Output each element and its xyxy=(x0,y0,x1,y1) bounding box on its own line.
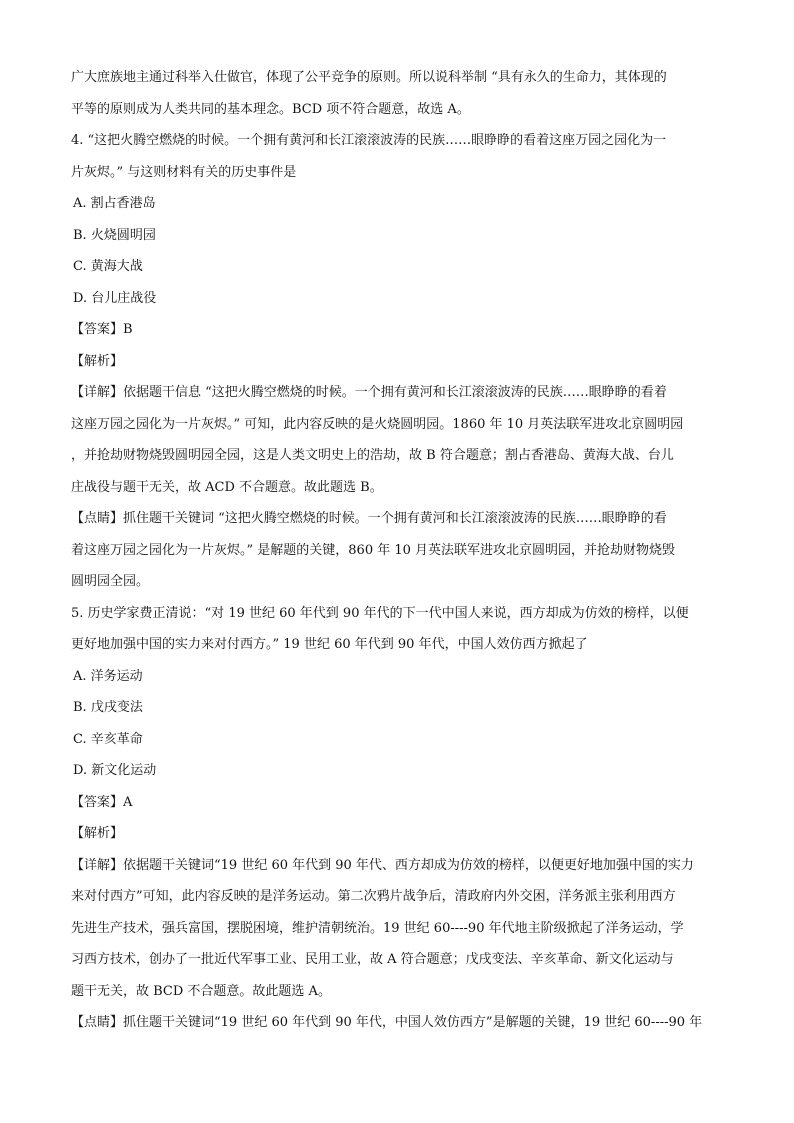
question-line: 更好地加强中国的实力来对付西方。” 19 世纪 60 年代到 90 年代，中国人效仿西方掀起了 xyxy=(71,637,588,652)
option-line: B. 戊戌变法 xyxy=(73,700,143,715)
option-line: A. 洋务运动 xyxy=(73,668,143,684)
body-line: 题干无关，故 BCD 不合题意。故此题选 A。 xyxy=(71,983,331,999)
body-line: 先进生产技术，强兵富国，摆脱困境，维护清朝统治。19 世纪 60----90 年代地主阶级掀起了洋务运动，学 xyxy=(71,920,684,936)
body-line: ，并抢劫财物烧毁圆明园全园，这是人类文明史上的浩劫，故 B 符合题意；割占香港岛、黄海大战、台儿 xyxy=(71,448,674,463)
analysis-line: 【解析】 xyxy=(71,353,124,369)
option-line: B. 火烧圆明园 xyxy=(73,227,156,243)
body-line: 【详解】依据题干信息 “这把火腾空燃烧的时候。一个拥有黄河和长江滚滚波涛的民族……眼睁睁的看着 xyxy=(71,385,667,400)
option-line: C. 黄海大战 xyxy=(73,259,143,274)
body-line: 圆明园全园。 xyxy=(71,574,150,589)
body-line: 来对付西方”可知，此内容反映的是洋务运动。第二次鸦片战争后，清政府内外交困，洋务派主张利用西方 xyxy=(71,889,676,904)
body-line: 平等的原则成为人类共同的基本理念。BCD 项不符合题意，故选 A。 xyxy=(71,101,470,117)
question-line: 片灰烬。” 与这则材料有关的历史事件是 xyxy=(71,164,297,180)
answer-line: 【答案】A xyxy=(71,794,133,810)
body-line: 习西方技术，创办了一批近代军事工业、民用工业，故 A 符合题意；戊戌变法、辛亥革命、新文化运动与 xyxy=(71,952,674,967)
question-line: 4. “这把火腾空燃烧的时候。一个拥有黄河和长江滚滚波涛的民族……眼睁睁的看着这座万园之园化为一 xyxy=(71,133,667,148)
option-line: A. 割占香港岛 xyxy=(73,196,156,211)
body-line: 这座万园之园化为一片灰烬。” 可知，此内容反映的是火烧圆明园。1860 年 10 月英法联军进攻北京圆明园 xyxy=(71,416,684,432)
analysis-line: 【解析】 xyxy=(71,826,124,841)
question-line: 5. 历史学家费正清说：“对 19 世纪 60 年代到 90 年代的下一代中国人来说，西方却成为仿效的榜样，以便 xyxy=(71,605,689,621)
body-line: 【详解】依据题干关键词“19 世纪 60 年代到 90 年代、西方却成为仿效的榜样，以便更好地加强中国的实力 xyxy=(71,857,694,873)
body-line: 着这座万园之园化为一片灰烬。” 是解题的关键，860 年 10 月英法联军进攻北京圆明园，并抢劫财物烧毁 xyxy=(71,542,676,558)
option-line: D. 新文化运动 xyxy=(73,763,157,778)
option-line: D. 台儿庄战役 xyxy=(73,290,157,306)
body-line: 【点睛】抓住题干关键词“19 世纪 60 年代到 90 年代，中国人效仿西方”是解题的关键，19 世纪 60----90 年 xyxy=(71,1015,703,1030)
answer-line: 【答案】B xyxy=(71,322,133,337)
option-line: C. 辛亥革命 xyxy=(73,731,143,747)
body-line: 庄战役与题干无关，故 ACD 不合题意。故此题选 B。 xyxy=(71,479,383,495)
body-line: 【点睛】抓住题干关键词 “这把火腾空燃烧的时候。一个拥有黄河和长江滚滚波涛的民族……眼睁睁的看 xyxy=(71,511,667,526)
body-line: 广大庶族地主通过科举入仕做官，体现了公平竞争的原则。所以说科举制 “具有永久的生命力，其体现的 xyxy=(71,70,667,85)
document-body xyxy=(71,62,726,1039)
